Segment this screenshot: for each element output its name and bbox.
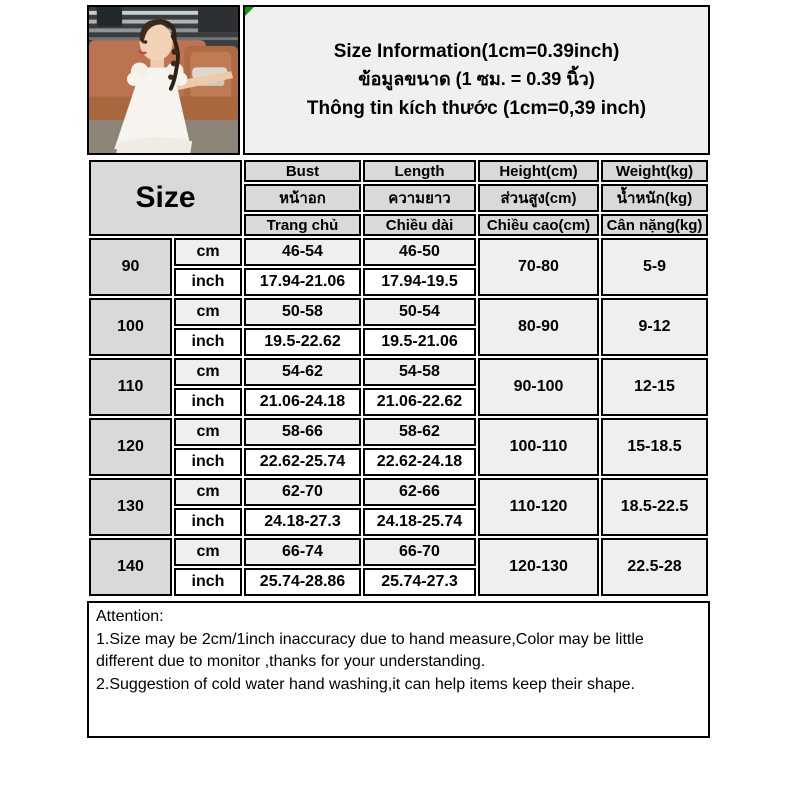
weight-header-th: น้ำหนัก(kg) <box>601 184 708 212</box>
height-value: 110-120 <box>478 478 599 536</box>
size-row-cm <box>89 418 708 446</box>
attention-notes <box>87 601 710 738</box>
height-value: 100-110 <box>478 418 599 476</box>
length-inch-value: 25.74-27.3 <box>363 568 476 596</box>
length-inch-value: 17.94-19.5 <box>363 268 476 296</box>
content-area <box>87 5 710 738</box>
size-table-body <box>89 238 708 596</box>
size-row-cm <box>89 238 708 266</box>
bust-cm-value: 58-66 <box>244 418 361 446</box>
size-row-cm <box>89 298 708 326</box>
length-header-vi: Chiều dài <box>363 214 476 236</box>
length-inch-value: 22.62-24.18 <box>363 448 476 476</box>
weight-value: 15-18.5 <box>601 418 708 476</box>
bust-header-th: หน้าอก <box>244 184 361 212</box>
unit-cm-label: cm <box>174 358 242 386</box>
height-header-en: Height(cm) <box>478 160 599 182</box>
weight-value: 9-12 <box>601 298 708 356</box>
size-value: 100 <box>89 298 172 356</box>
top-section <box>87 5 710 155</box>
size-value: 110 <box>89 358 172 416</box>
weight-value: 18.5-22.5 <box>601 478 708 536</box>
bust-cm-value: 46-54 <box>244 238 361 266</box>
unit-inch-label: inch <box>174 568 242 596</box>
size-value: 140 <box>89 538 172 596</box>
unit-cm-label: cm <box>174 238 242 266</box>
size-column-header: Size <box>89 160 242 236</box>
length-cm-value: 54-58 <box>363 358 476 386</box>
height-value: 120-130 <box>478 538 599 596</box>
bust-cm-value: 50-58 <box>244 298 361 326</box>
weight-header-vi: Cân nặng(kg) <box>601 214 708 236</box>
attention-note-1: 1.Size may be 2cm/1inch inaccuracy due to hand measure,Color may be little different due to monitor ,thanks for your understanding. <box>96 630 644 671</box>
height-header-vi: Chiều cao(cm) <box>478 214 599 236</box>
length-header-th: ความยาว <box>363 184 476 212</box>
unit-cm-label: cm <box>174 478 242 506</box>
unit-cm-label: cm <box>174 418 242 446</box>
length-header-en: Length <box>363 160 476 182</box>
bust-cm-value: 54-62 <box>244 358 361 386</box>
length-cm-value: 58-62 <box>363 418 476 446</box>
bust-header-en: Bust <box>244 160 361 182</box>
bust-inch-value: 25.74-28.86 <box>244 568 361 596</box>
bust-inch-value: 17.94-21.06 <box>244 268 361 296</box>
attention-title: Attention: <box>96 608 164 625</box>
height-value: 70-80 <box>478 238 599 296</box>
height-header-th: ส่วนสูง(cm) <box>478 184 599 212</box>
bust-inch-value: 22.62-25.74 <box>244 448 361 476</box>
weight-value: 12-15 <box>601 358 708 416</box>
bust-inch-value: 19.5-22.62 <box>244 328 361 356</box>
size-value: 130 <box>89 478 172 536</box>
size-information-header <box>243 5 710 155</box>
unit-cm-label: cm <box>174 538 242 566</box>
height-value: 90-100 <box>478 358 599 416</box>
weight-header-en: Weight(kg) <box>601 160 708 182</box>
size-row-cm <box>89 478 708 506</box>
unit-inch-label: inch <box>174 448 242 476</box>
length-inch-value: 24.18-25.74 <box>363 508 476 536</box>
height-value: 80-90 <box>478 298 599 356</box>
size-row-cm <box>89 538 708 566</box>
weight-value: 5-9 <box>601 238 708 296</box>
unit-inch-label: inch <box>174 328 242 356</box>
size-table <box>87 158 710 598</box>
length-cm-value: 50-54 <box>363 298 476 326</box>
length-inch-value: 19.5-21.06 <box>363 328 476 356</box>
bust-inch-value: 21.06-24.18 <box>244 388 361 416</box>
title-vietnamese: Thông tin kích thước (1cm=0,39 inch) <box>306 97 647 119</box>
bust-header-vi: Trang chủ <box>244 214 361 236</box>
title-thai: ข้อมูลขนาด (1 ซม. = 0.39 นิ้ว) <box>358 69 595 90</box>
length-cm-value: 46-50 <box>363 238 476 266</box>
unit-inch-label: inch <box>174 388 242 416</box>
unit-inch-label: inch <box>174 508 242 536</box>
size-table-header <box>89 160 708 236</box>
weight-value: 22.5-28 <box>601 538 708 596</box>
bust-cm-value: 66-74 <box>244 538 361 566</box>
length-cm-value: 62-66 <box>363 478 476 506</box>
size-value: 90 <box>89 238 172 296</box>
length-cm-value: 66-70 <box>363 538 476 566</box>
bust-inch-value: 24.18-27.3 <box>244 508 361 536</box>
green-corner-marker-icon <box>245 7 254 16</box>
title-english: Size Information(1cm=0.39inch) <box>333 40 620 62</box>
unit-inch-label: inch <box>174 268 242 296</box>
unit-cm-label: cm <box>174 298 242 326</box>
bust-cm-value: 62-70 <box>244 478 361 506</box>
child-photo-illustration <box>89 7 238 153</box>
size-row-cm <box>89 358 708 386</box>
length-inch-value: 21.06-22.62 <box>363 388 476 416</box>
product-photo <box>87 5 240 155</box>
size-value: 120 <box>89 418 172 476</box>
attention-note-2: 2.Suggestion of cold water hand washing,it can help items keep their shape. <box>96 676 635 694</box>
